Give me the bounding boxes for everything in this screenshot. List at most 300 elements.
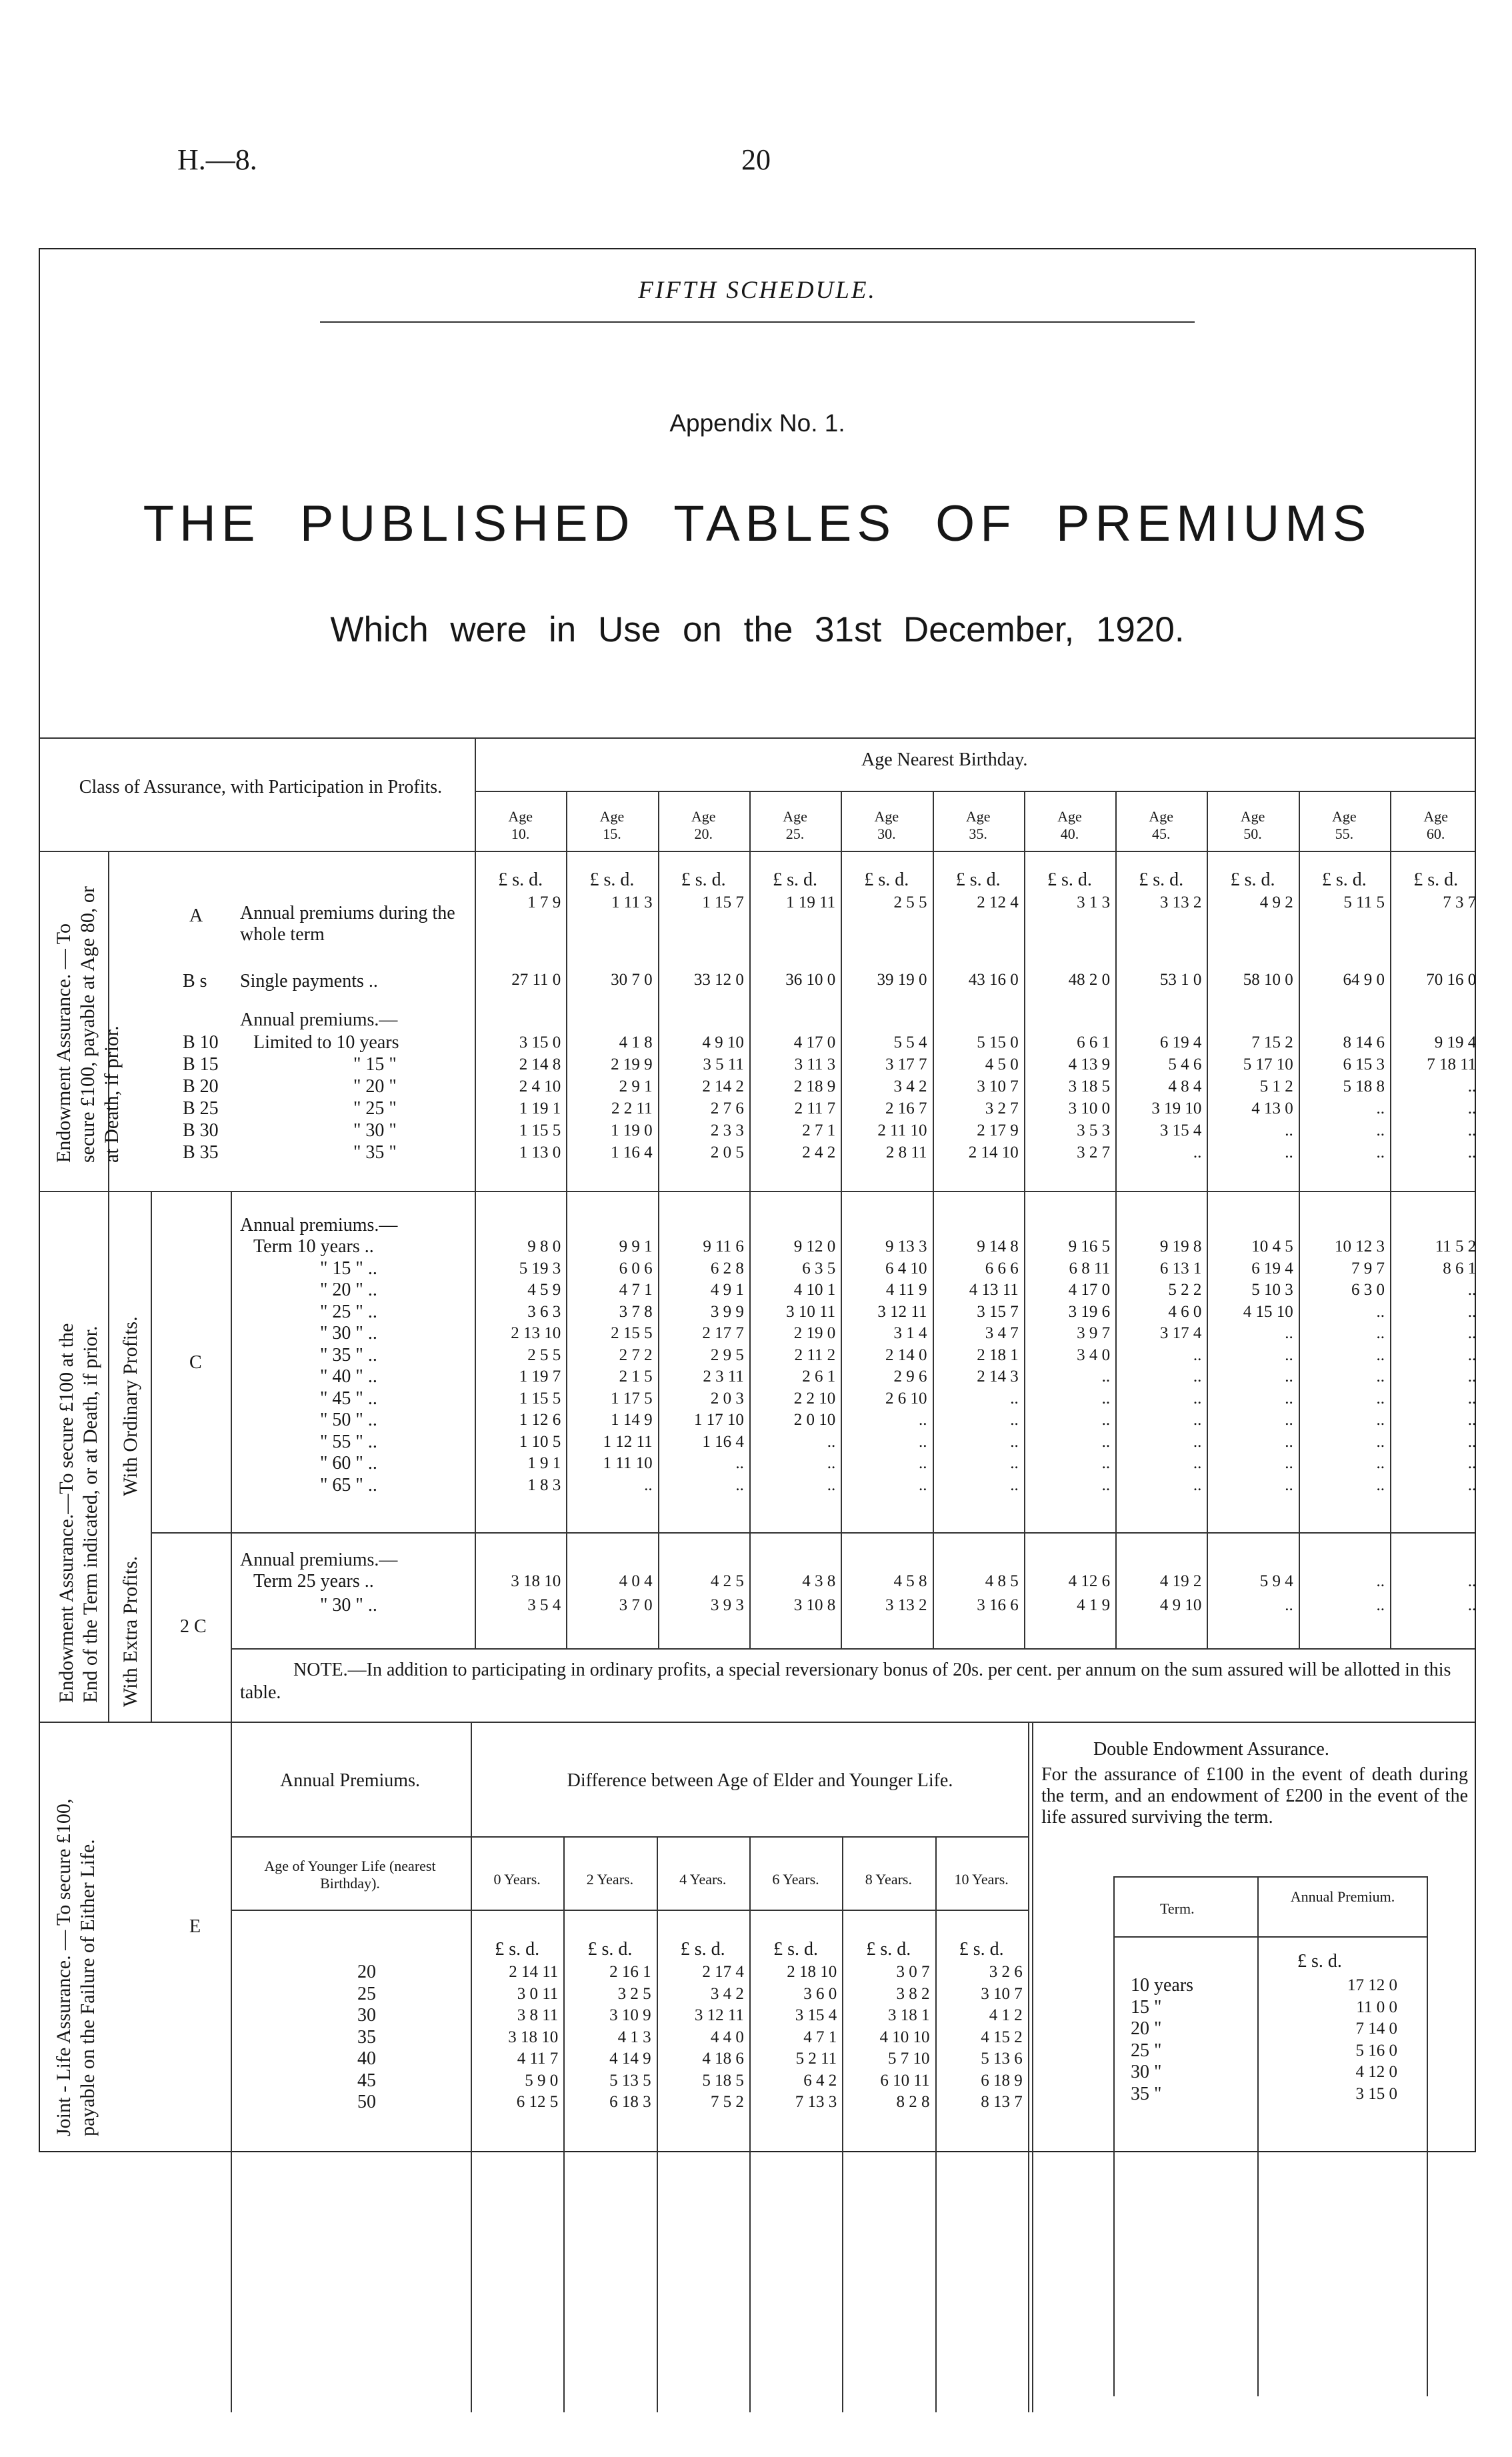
- double-premium: 17 12 0: [1347, 1976, 1397, 1994]
- premium-value: 3 15 4: [1159, 1121, 1202, 1139]
- class-a-code: A: [189, 905, 203, 926]
- premium-value: 4 5 9: [527, 1281, 561, 1299]
- age-col-rule: [1115, 791, 1117, 1648]
- row-label: " 40 " ..: [320, 1366, 377, 1387]
- premium-value: 39 19 0: [877, 971, 927, 989]
- premium-value: 7 5 2: [710, 2093, 744, 2111]
- premium-value: ..: [1285, 1476, 1293, 1494]
- premium-value: 4 8 4: [1168, 1077, 1202, 1095]
- row-label: Term 10 years ..: [253, 1236, 374, 1257]
- premium-value: ..: [1467, 1281, 1477, 1299]
- age-younger: 40: [357, 2048, 376, 2069]
- premium-value: ..: [1101, 1368, 1111, 1386]
- double-col-rule-2: [1032, 1722, 1033, 2412]
- premium-value: ..: [1285, 1368, 1293, 1386]
- premium-value: ..: [1101, 1389, 1111, 1408]
- premium-value: 2 11 2: [794, 1346, 836, 1364]
- premium-value: 2 0 10: [793, 1411, 836, 1429]
- lsd-head: £ s. d.: [1230, 869, 1275, 890]
- double-table-right: [1427, 1876, 1428, 2396]
- premium-value: ..: [1376, 1389, 1385, 1408]
- premium-value: 9 13 3: [885, 1238, 927, 1256]
- lsd-head: £ s. d.: [681, 869, 726, 890]
- premium-value: 4 13 9: [1068, 1055, 1111, 1073]
- double-premium: 7 14 0: [1355, 2020, 1397, 2038]
- premium-value: 5 2 11: [795, 2050, 837, 2068]
- row-label: " 45 " ..: [320, 1388, 377, 1409]
- lsd-head: £ s. d.: [866, 1939, 911, 1960]
- premium-value: 3 10 7: [981, 1984, 1023, 2003]
- premium-value: 3 2 7: [985, 1099, 1019, 1117]
- row-label: " 25 " ..: [320, 1301, 377, 1322]
- premium-value: 3 18 10: [508, 2028, 559, 2046]
- premium-value: 9 8 0: [527, 1238, 561, 1256]
- premium-value: 9 11 6: [703, 1238, 744, 1256]
- premium-value: 3 18 1: [887, 2006, 930, 2024]
- premium-value: 6 18 9: [981, 2071, 1023, 2090]
- lsd-head: £ s. d.: [1047, 869, 1092, 890]
- diff-col-head: 6 Years.: [772, 1871, 819, 1888]
- premium-value: ..: [1376, 1572, 1385, 1590]
- premium-value: 70 16 0: [1426, 971, 1477, 989]
- age-col-rule: [566, 791, 567, 1648]
- premium-value: 2 18 10: [787, 1963, 837, 1981]
- age-head-4: Age 30.: [874, 808, 899, 842]
- premium-value: 1 7 9: [527, 893, 561, 911]
- premium-value: ..: [1467, 1432, 1477, 1451]
- premium-value: 11 5 2: [1435, 1238, 1477, 1256]
- title-rule: [320, 321, 1195, 323]
- premium-value: 9 19 8: [1159, 1238, 1202, 1256]
- lsd-head: £ s. d.: [587, 1939, 633, 1960]
- premium-value: 3 19 6: [1068, 1302, 1111, 1321]
- premium-value: 6 6 6: [985, 1259, 1019, 1278]
- row-code: B 35: [183, 1142, 219, 1163]
- premium-value: ..: [1467, 1454, 1477, 1472]
- premium-value: 4 14 9: [609, 2050, 651, 2068]
- premium-value: 7 13 3: [795, 2093, 837, 2111]
- class-b-label: Single payments ..: [240, 971, 378, 991]
- premium-value: 2 18 1: [977, 1346, 1019, 1364]
- premium-value: 1 19 11: [786, 893, 836, 911]
- lsd-head: £ s. d.: [773, 1939, 818, 1960]
- premium-value: 6 10 11: [880, 2071, 930, 2090]
- premium-value: ..: [918, 1411, 927, 1429]
- premium-value: 4 9 2: [1259, 893, 1293, 911]
- premium-value: 4 5 0: [985, 1055, 1019, 1073]
- premium-value: 4 7 1: [803, 2028, 837, 2046]
- premium-value: 4 1 3: [617, 2028, 651, 2046]
- age-col-rule: [1207, 791, 1208, 1648]
- premium-value: 4 9 1: [710, 1281, 744, 1299]
- premium-value: 2 19 9: [611, 1055, 653, 1073]
- premium-value: 58 10 0: [1243, 971, 1293, 989]
- diff-col-head: 4 Years.: [679, 1871, 727, 1888]
- age-head-6: Age 40.: [1057, 808, 1082, 842]
- premium-value: 2 16 7: [885, 1099, 927, 1117]
- premium-value: ..: [1376, 1324, 1385, 1342]
- premium-value: ..: [1467, 1572, 1477, 1590]
- premium-value: 3 11 3: [794, 1055, 836, 1073]
- double-term: 25 ": [1131, 2040, 1162, 2061]
- premium-value: ..: [1285, 1143, 1293, 1161]
- premium-value: 5 9 0: [525, 2071, 559, 2090]
- age-younger-head: Age of Younger Life (nearest Birthday).: [264, 1858, 436, 1892]
- double-head-top: [1113, 1876, 1427, 1878]
- premium-value: 8 13 7: [981, 2093, 1023, 2111]
- premium-value: 5 5 4: [893, 1033, 927, 1051]
- premium-value: ..: [1285, 1432, 1293, 1451]
- premium-value: 2 15 5: [611, 1324, 653, 1342]
- premium-value: ..: [1467, 1596, 1477, 1614]
- premium-value: 2 14 3: [977, 1368, 1019, 1386]
- class-a-label: Annual premiums during the whole term: [240, 903, 455, 945]
- class-2c-head: Annual premiums.—: [240, 1550, 398, 1570]
- double-term: 35 ": [1131, 2083, 1162, 2104]
- row-label: " 20 ": [353, 1076, 397, 1097]
- premium-value: 2 8 11: [885, 1143, 927, 1161]
- row-code: B 15: [183, 1054, 219, 1075]
- ordinary-extra-rule: [151, 1532, 1475, 1534]
- premium-value: 2 7 6: [710, 1099, 744, 1117]
- premium-value: ..: [1376, 1143, 1385, 1161]
- double-premium: 5 16 0: [1355, 2041, 1397, 2060]
- note-rule: [231, 1648, 1475, 1650]
- premium-value: 2 13 10: [511, 1324, 561, 1342]
- premium-value: 3 5 4: [527, 1596, 561, 1614]
- premium-value: 6 3 0: [1351, 1281, 1385, 1299]
- premium-value: 43 16 0: [968, 971, 1019, 989]
- premium-value: 1 10 5: [519, 1432, 561, 1451]
- premium-value: 1 11 3: [611, 893, 653, 911]
- premium-value: 3 10 9: [609, 2006, 651, 2024]
- premium-value: 1 16 4: [702, 1432, 744, 1451]
- premium-value: 4 9 10: [702, 1033, 744, 1051]
- premium-value: 2 9 1: [619, 1077, 653, 1095]
- premium-value: 4 1 2: [989, 2006, 1023, 2024]
- row-label: " 15 ": [353, 1054, 397, 1075]
- premium-value: ..: [1010, 1454, 1019, 1472]
- premium-value: ..: [1376, 1596, 1385, 1614]
- premium-value: 3 17 7: [885, 1055, 927, 1073]
- premium-value: 1 15 5: [519, 1121, 561, 1139]
- premium-value: 2 0 3: [710, 1389, 744, 1408]
- premium-value: 3 4 0: [1077, 1346, 1111, 1364]
- premium-value: 4 10 10: [879, 2028, 930, 2046]
- joint-col-rule: [471, 1722, 472, 2412]
- age-younger: 20: [357, 1962, 376, 1982]
- age-head-10: Age 60.: [1423, 808, 1448, 842]
- premium-value: 53 1 0: [1159, 971, 1202, 989]
- age-head-0: Age 10.: [508, 808, 533, 842]
- premium-value: ..: [1285, 1454, 1293, 1472]
- premium-value: 4 6 0: [1168, 1302, 1202, 1321]
- age-col-rule: [658, 791, 659, 1648]
- diff-col-head: 2 Years.: [586, 1871, 634, 1888]
- premium-value: 4 1 9: [1077, 1596, 1111, 1614]
- age-younger: 30: [357, 2005, 376, 2026]
- premium-value: ..: [1101, 1411, 1111, 1429]
- age-head-8: Age 50.: [1240, 808, 1265, 842]
- premium-value: 7 18 11: [1427, 1055, 1477, 1073]
- age-col-rule: [933, 791, 934, 1648]
- joint-head-rule: [231, 1836, 1028, 1838]
- premium-value: ..: [1193, 1432, 1202, 1451]
- premium-value: ..: [1193, 1411, 1202, 1429]
- premium-value: 4 17 0: [1068, 1281, 1111, 1299]
- premium-value: 5 11 5: [1343, 893, 1385, 911]
- premium-value: ..: [1010, 1476, 1019, 1494]
- premium-value: 3 7 8: [619, 1302, 653, 1321]
- premium-value: 5 15 0: [977, 1033, 1019, 1051]
- diff-col-rule: [657, 1836, 658, 2412]
- row-label: " 25 ": [353, 1098, 397, 1119]
- double-term: 20 ": [1131, 2018, 1162, 2039]
- endowment-term-side-label-1: Endowment Assurance.—To secure £100 at the: [55, 1323, 77, 1703]
- age-col-rule: [1390, 791, 1391, 1648]
- premium-value: ..: [1010, 1389, 1019, 1408]
- premium-value: 3 1 3: [1077, 893, 1111, 911]
- class-label: Class of Assurance, with Participation in Profits.: [79, 777, 443, 797]
- premium-value: 3 6 3: [527, 1302, 561, 1321]
- row-label: " 55 " ..: [320, 1431, 377, 1452]
- premium-value: 2 3 3: [710, 1121, 744, 1139]
- premium-value: 2 11 7: [794, 1099, 836, 1117]
- premium-value: 6 15 3: [1343, 1055, 1385, 1073]
- row-label: " 35 " ..: [320, 1344, 377, 1366]
- premium-value: 3 10 8: [793, 1596, 836, 1614]
- premium-value: 4 2 5: [710, 1572, 744, 1590]
- premium-value: ..: [1193, 1346, 1202, 1364]
- label-col-rule: [231, 1191, 232, 2412]
- premium-value: 4 11 7: [517, 2050, 559, 2068]
- age-head-7: Age 45.: [1149, 808, 1174, 842]
- premium-value: 6 3 5: [802, 1259, 836, 1278]
- diff-col-rule: [563, 1836, 565, 2412]
- premium-value: 3 8 2: [896, 1984, 930, 2003]
- annual-premiums-head: Annual Premiums.: [280, 1770, 420, 1791]
- premium-value: 3 17 4: [1159, 1324, 1202, 1342]
- premium-value: ..: [918, 1432, 927, 1451]
- age-younger: 45: [357, 2070, 376, 2091]
- premium-value: ..: [1467, 1368, 1477, 1386]
- premium-value: 9 16 5: [1068, 1238, 1111, 1256]
- age-younger: 50: [357, 2092, 376, 2112]
- premium-value: 8 6 1: [1443, 1259, 1477, 1278]
- premium-value: 5 1 2: [1259, 1077, 1293, 1095]
- premium-value: 3 4 2: [710, 1984, 744, 2003]
- premium-value: 1 15 5: [519, 1389, 561, 1408]
- page-ref: H.—8.: [177, 143, 257, 176]
- subtitle: Which were in Use on the 31st December, 1920.: [330, 610, 1185, 649]
- premium-value: 3 5 3: [1077, 1121, 1111, 1139]
- premium-value: 2 14 2: [702, 1077, 744, 1095]
- age-col-rule: [1024, 791, 1025, 1648]
- row-code: B 30: [183, 1120, 219, 1141]
- premium-value: 4 8 5: [985, 1572, 1019, 1590]
- lsd-head: £ s. d.: [498, 869, 543, 890]
- premium-value: 9 14 8: [977, 1238, 1019, 1256]
- premium-value: 2 5 5: [527, 1346, 561, 1364]
- premium-value: ..: [1193, 1454, 1202, 1472]
- joint-head-rule-2: [231, 1910, 1028, 1911]
- age-nearest-label: Age Nearest Birthday.: [861, 749, 1028, 770]
- premium-value: 3 9 7: [1077, 1324, 1111, 1342]
- appendix-label: Appendix No. 1.: [669, 409, 845, 437]
- double-premium: 11 0 0: [1356, 1998, 1397, 2016]
- premium-value: ..: [1467, 1476, 1477, 1494]
- premium-value: 2 14 0: [885, 1346, 927, 1364]
- main-title: THE PUBLISHED TABLES OF PREMIUMS: [143, 495, 1372, 552]
- premium-value: 2 0 5: [710, 1143, 744, 1161]
- age-head-2: Age 20.: [691, 808, 716, 842]
- premium-value: ..: [918, 1476, 927, 1494]
- premium-value: 1 9 1: [527, 1454, 561, 1472]
- premium-value: ..: [1467, 1099, 1477, 1117]
- schedule-frame: [39, 248, 1476, 2152]
- lsd-head: £ s. d.: [773, 869, 817, 890]
- premium-value: 6 18 3: [609, 2093, 651, 2111]
- premium-value: ..: [1285, 1411, 1293, 1429]
- premium-value: 6 8 11: [1069, 1259, 1111, 1278]
- premium-value: 3 0 7: [896, 1963, 930, 1981]
- endowment-side-label: Endowment Assurance. — To secure £100, payable at Age 80, or at Death, if prior.: [53, 886, 123, 1163]
- premium-value: ..: [1467, 1411, 1477, 1429]
- double-term: 10 years: [1131, 1975, 1194, 1996]
- premium-value: ..: [1467, 1389, 1477, 1408]
- premium-value: 5 4 6: [1168, 1055, 1202, 1073]
- premium-value: 4 15 2: [981, 2028, 1023, 2046]
- premium-value: ..: [1193, 1476, 1202, 1494]
- premium-value: 6 12 5: [516, 2093, 559, 2111]
- premium-value: 3 0 11: [517, 1984, 559, 2003]
- row-label: " 30 " ..: [320, 1595, 377, 1616]
- lsd-head: £ s. d.: [955, 869, 1001, 890]
- premium-value: 48 2 0: [1068, 971, 1111, 989]
- premium-value: ..: [1467, 1121, 1477, 1139]
- premium-value: 1 14 9: [611, 1411, 653, 1429]
- premium-value: 8 14 6: [1343, 1033, 1385, 1051]
- age-head-9: Age 55.: [1332, 808, 1357, 842]
- premium-value: 9 9 1: [619, 1238, 653, 1256]
- premium-value: ..: [1376, 1476, 1385, 1494]
- premium-value: 4 0 4: [619, 1572, 653, 1590]
- premium-value: ..: [1376, 1454, 1385, 1472]
- premium-value: ..: [827, 1476, 836, 1494]
- premium-value: 2 2 11: [611, 1099, 653, 1117]
- double-table-left: [1113, 1876, 1115, 2396]
- premium-value: ..: [1193, 1368, 1202, 1386]
- age-col-rule: [1299, 791, 1300, 1648]
- premium-value: ..: [735, 1476, 744, 1494]
- premium-value: 1 16 4: [611, 1143, 653, 1161]
- premium-value: 5 10 3: [1251, 1281, 1293, 1299]
- premium-value: 3 5 11: [703, 1055, 744, 1073]
- premium-value: 3 16 6: [977, 1596, 1019, 1614]
- row-label: " 30 ": [353, 1120, 397, 1141]
- lsd-head: £ s. d.: [959, 1939, 1004, 1960]
- premium-value: 3 8 11: [517, 2006, 559, 2024]
- diff-col-head: 10 Years.: [954, 1871, 1009, 1888]
- row-label: " 65 " ..: [320, 1474, 377, 1496]
- premium-value: ..: [1101, 1476, 1111, 1494]
- premium-value: 1 19 0: [611, 1121, 653, 1139]
- premium-value: 3 4 2: [893, 1077, 927, 1095]
- premium-value: 5 7 10: [887, 2050, 930, 2068]
- premium-value: ..: [827, 1432, 836, 1451]
- premium-value: ..: [1376, 1346, 1385, 1364]
- lsd-head: £ s. d.: [864, 869, 909, 890]
- premium-value: 64 9 0: [1343, 971, 1385, 989]
- section1-bottom-rule: [40, 1191, 1475, 1192]
- premium-value: 3 7 0: [619, 1596, 653, 1614]
- double-head-bottom: [1113, 1936, 1427, 1938]
- premium-value: 10 12 3: [1334, 1238, 1385, 1256]
- lsd-head: £ s. d.: [680, 1939, 725, 1960]
- diff-col-rule: [842, 1836, 843, 2412]
- premium-value: 3 10 11: [786, 1302, 836, 1321]
- premium-value: 1 11 10: [603, 1454, 653, 1472]
- premium-value: 6 4 2: [803, 2071, 837, 2090]
- premium-value: 7 3 7: [1443, 893, 1477, 911]
- premium-value: 4 7 1: [619, 1281, 653, 1299]
- premium-value: 4 12 6: [1068, 1572, 1111, 1590]
- premium-value: 1 19 7: [519, 1368, 561, 1386]
- premium-value: ..: [1467, 1077, 1477, 1095]
- premium-value: 2 7 1: [802, 1121, 836, 1139]
- premium-value: 9 19 4: [1434, 1033, 1477, 1051]
- limited-head: Annual premiums.—: [240, 1009, 398, 1030]
- class-2c-code: 2 C: [180, 1616, 207, 1637]
- premium-value: ..: [644, 1476, 653, 1494]
- premium-value: 2 4 2: [802, 1143, 836, 1161]
- premium-value: 3 2 5: [617, 1984, 651, 2003]
- diff-col-head: 8 Years.: [865, 1871, 912, 1888]
- premium-value: ..: [1285, 1389, 1293, 1408]
- premium-value: 3 18 10: [511, 1572, 561, 1590]
- lsd-head: £ s. d.: [495, 1939, 540, 1960]
- joint-life-side-label: Joint - Life Assurance. — To secure £100, payable on the Failure of Either Life.: [53, 1798, 99, 2136]
- page-number: 20: [741, 143, 771, 176]
- premium-value: ..: [1467, 1324, 1477, 1342]
- class-e-code: E: [189, 1916, 201, 1937]
- premium-value: 2 14 10: [968, 1143, 1019, 1161]
- premium-value: 4 3 8: [802, 1572, 836, 1590]
- premium-value: 2 6 1: [802, 1368, 836, 1386]
- premium-value: ..: [1467, 1302, 1477, 1321]
- double-premium: 3 15 0: [1355, 2084, 1397, 2103]
- premium-value: 3 12 11: [694, 2006, 744, 2024]
- premium-value: 2 4 10: [519, 1077, 561, 1095]
- row-label: " 50 " ..: [320, 1410, 377, 1430]
- premium-value: 5 9 4: [1259, 1572, 1293, 1590]
- premium-value: 1 8 3: [527, 1476, 561, 1494]
- diff-col-head: 0 Years.: [493, 1871, 541, 1888]
- age-younger: 25: [357, 1983, 376, 2004]
- premium-value: 5 13 6: [981, 2050, 1023, 2068]
- age-head-3: Age 25.: [783, 808, 807, 842]
- profits-col-rule: [151, 1191, 152, 1722]
- difference-head: Difference between Age of Elder and Younger Life.: [567, 1770, 953, 1791]
- premium-value: 5 17 10: [1243, 1055, 1293, 1073]
- premium-value: 3 10 0: [1068, 1099, 1111, 1117]
- row-label: " 15 " ..: [320, 1258, 377, 1279]
- premium-value: 1 12 11: [603, 1432, 653, 1451]
- premium-value: 5 13 5: [609, 2071, 651, 2090]
- premium-value: 4 11 9: [885, 1281, 927, 1299]
- age-younger: 35: [357, 2026, 376, 2048]
- double-title: Double Endowment Assurance.: [1093, 1739, 1329, 1760]
